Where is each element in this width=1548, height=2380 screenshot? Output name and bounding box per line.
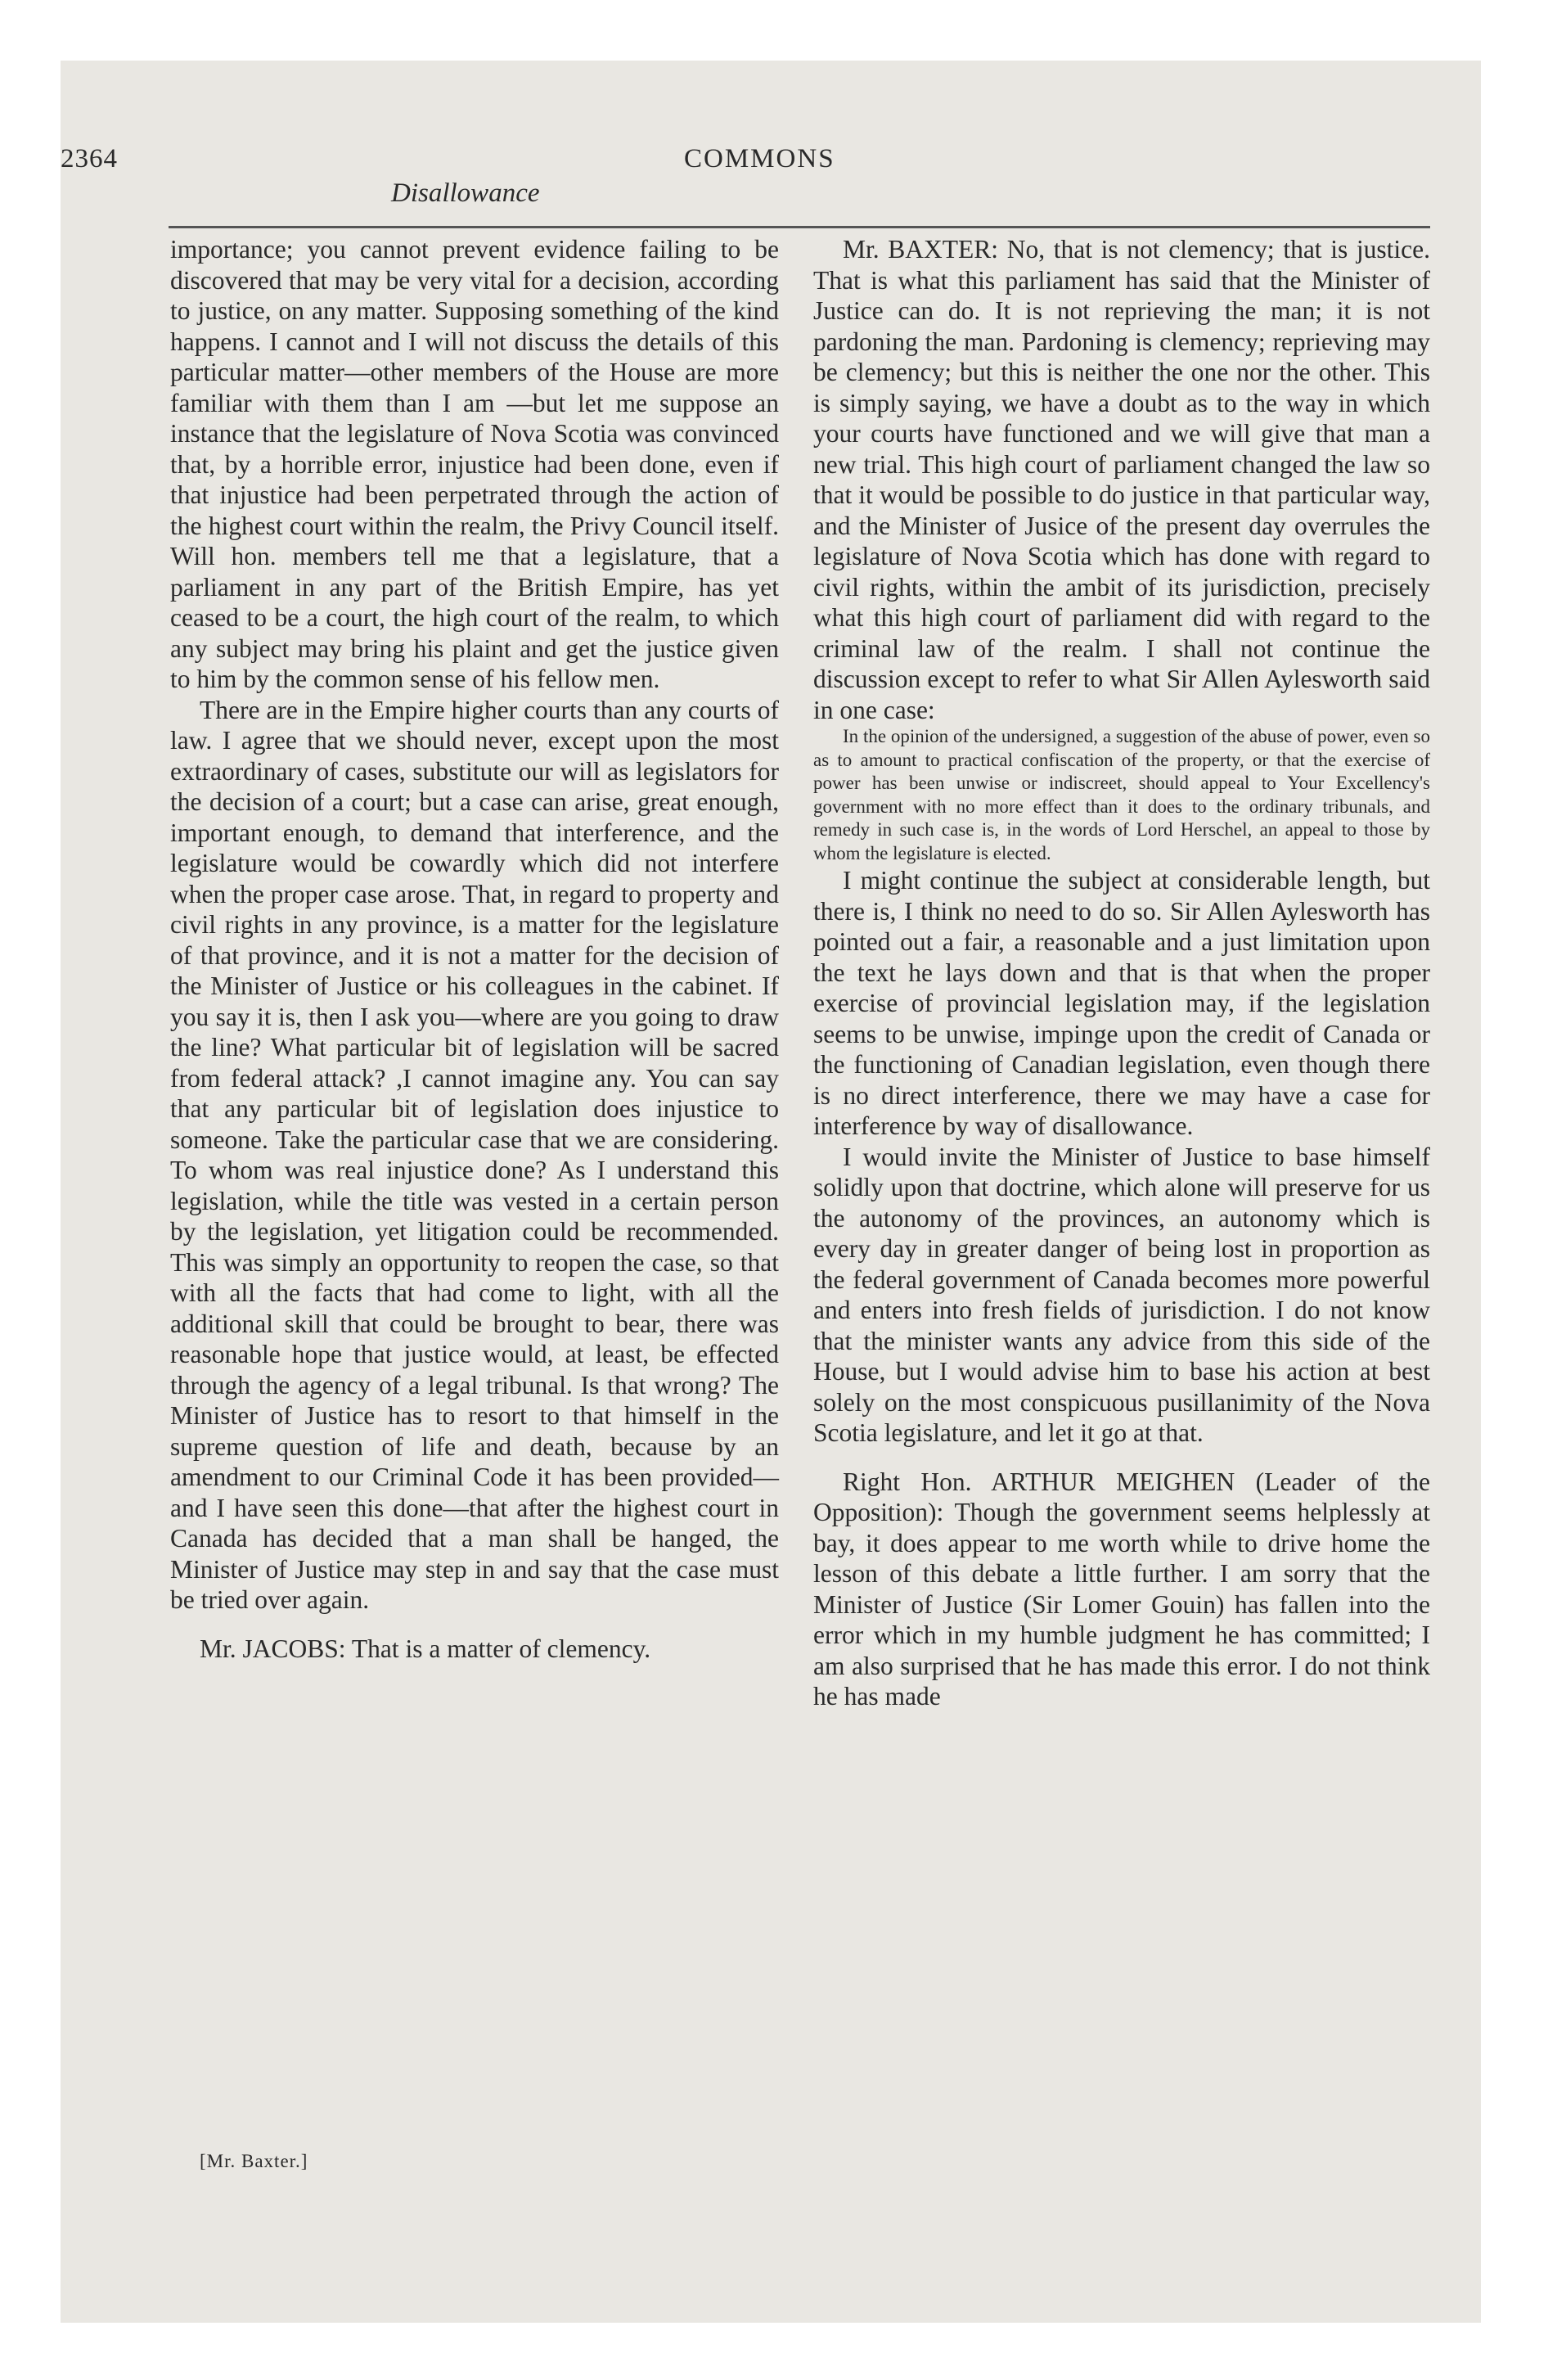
paragraph: importance; you cannot prevent evidence failing to be discovered that may be very vital for a decision, according to justice, on any matter. Supposing something of the kind happens. I cannot and I will not discuss the details of this particular matter—other members of the House are more familiar with them than I am —but let me suppose an instance that the legislature of Nova Scotia was convinced that, by a horrible error, injustice had been done, even if that injustice had been perpetrated through the action of the highest court within the realm, the Privy Council itself. Will hon. members tell me that a legislature, that a parliament in any part of the British Empire, has yet ceased to be a court, the high court of the realm, to which any subject may bring his plaint and get the justice given to him by the common sense of his fellow men.	[170, 235, 779, 693]
speaker-paragraph: Mr. JACOBS: That is a matter of clemency.	[200, 1634, 651, 1663]
paragraph: I would invite the Minister of Justice to base himself solidly upon that doctrine, which alone will preserve for us the autonomy of the provinces, an autonomy which is every day in greater danger of being lost in proportion as the federal government of Canada becomes more powerful and enters into fresh fields of jurisdiction. I do not know that the minister wants any advice from this side of the House, but I would advise him to base his action at best solely on the most conspicuous pusillanimity of the Nova Scotia legislature, and let it go at that.	[813, 1142, 1430, 1447]
speaker-paragraph: Mr. BAXTER: No, that is not clemency; that is justice. That is what this parliament has said that the Minister of Justice can do. It is not reprieving the man; it is not pardoning the man. Pardoning is clemency; reprieving may be clemency; but this is neither the one nor the other. This is simply saying, we have a doubt as to the way in which your courts have functioned and we will give that man a new trial. This high court of parliament changed the law so that it would be possible to do justice in that particular way, and the Minister of Jusice of the present day overrules the legislature of Nova Scotia which has done with regard to civil rights, within the ambit of its jurisdiction, precisely what this high court of parliament did with regard to the criminal law of the realm. I shall not continue the discussion except to refer to what Sir Allen Aylesworth said in one case:	[813, 235, 1430, 724]
footer-attribution: [Mr. Baxter.]	[200, 2151, 308, 2171]
left-column	[170, 234, 779, 1664]
speaker-paragraph: Right Hon. ARTHUR MEIGHEN (Leader of the Opposition): Though the government seems helplessly at bay, it does appear to me worth while to drive home the lesson of this debate a little further. I am sorry that the Minister of Justice (Sir Lomer Gouin) has fallen into the error which in my humble judgment he has committed; I am also surprised that he has made this error. I do not think he has made	[813, 1467, 1430, 1711]
paragraph: There are in the Empire higher courts than any courts of law. I agree that we should never, except upon the most extraordinary of cases, substitute our will as legislators for the decision of a court; but a case can arise, great enough, important enough, to demand that interference, and the legislature would be cowardly which did not interfere when the proper case arose. That, in regard to property and civil rights in any province, is a matter for the legislature of that province, and it is not a matter for the decision of the Minister of Justice or his colleagues in the cabinet. If you say it is, then I ask you—where are you going to draw the line? What particular bit of legislation will be sacred from federal attack? ,I cannot imagine any. You can say that any particular bit of legislation does injustice to someone. Take the particular case that we are considering. To whom was real injustice done? As I understand this legislation, while the title was vested in a certain person by the legislation, yet litigation could be recommended. This was simply an opportunity to reopen the case, so that with all the facts that had come to light, with all the additional skill that could be brought to bear, there was reasonable hope that justice would, at least, be effected through the agency of a legal tribunal. Is that wrong? The Minister of Justice has to resort to that himself in the supreme question of life and death, because by an amendment to our Criminal Code it has been provided—and I have seen this done—that after the highest court in Canada has decided that a man shall be hanged, the Minister of Justice may step in and say that the case must be tried over again.	[170, 695, 779, 1614]
right-column	[813, 234, 1430, 1712]
header-rule	[169, 226, 1430, 228]
page-number: 2364	[61, 144, 118, 174]
block-quote: In the opinion of the undersigned, a suggestion of the abuse of power, even so as to amount to practical confiscation of the property, or that the exercise of power has been unwise or indiscreet, should appeal to Your Excellency's government with no more effect than it does to the ordinary tribunals, and remedy in such case is, in the words of Lord Herschel, an appeal to those by whom the legislature is elected.	[813, 726, 1430, 863]
paragraph: I might continue the subject at considerable length, but there is, I think no need to do so. Sir Allen Aylesworth has pointed out a fair, a reasonable and a just limitation upon the text he lays down and that is that when the proper exercise of provincial legislation may, if the legislation seems to be unwise, impinge upon the credit of Canada or the functioning of Canadian legislation, even though there is no direct interference, there we may have a case for interference by way of disallowance.	[813, 866, 1430, 1140]
running-head: COMMONS	[684, 144, 835, 174]
section-title: Disallowance	[391, 178, 540, 208]
